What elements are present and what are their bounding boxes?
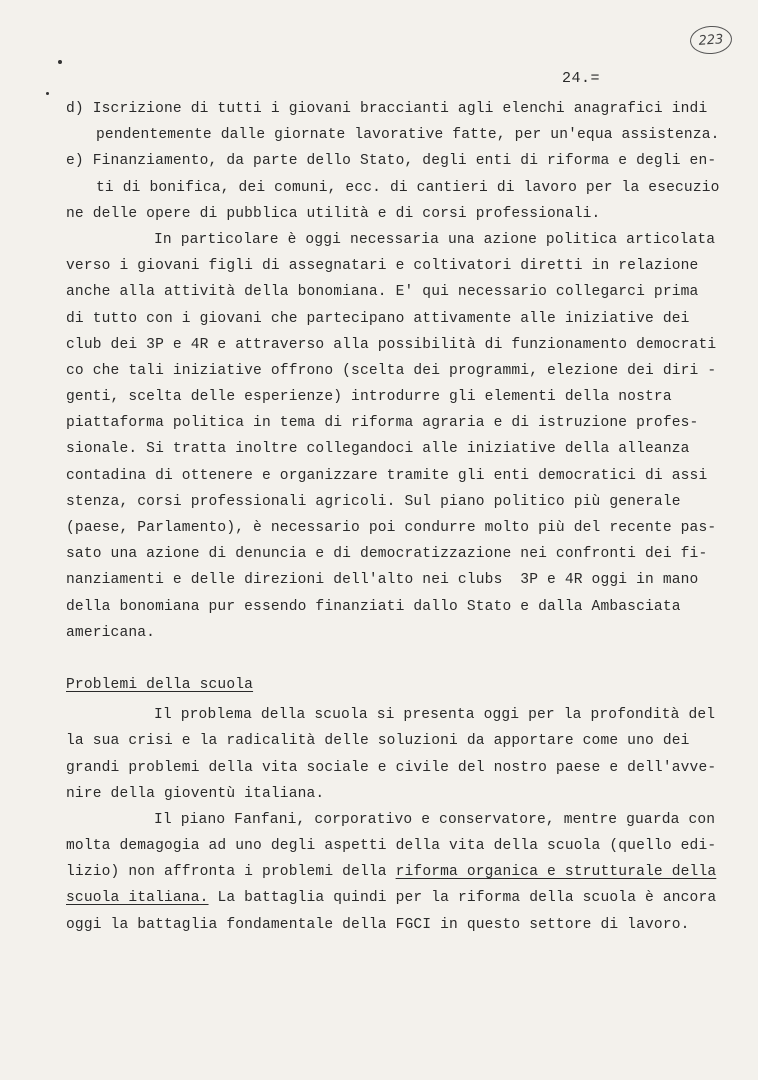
- text-line: Il problema della scuola si presenta oggi per la profondità del: [154, 707, 716, 724]
- text-line: e) Finanziamento, da parte dello Stato, degli enti di riforma e degli en-: [66, 153, 717, 170]
- text-line-with-underline: [66, 859, 726, 885]
- text-line: In particolare è oggi necessaria una azione politica articolata: [154, 231, 716, 248]
- text-line: anche alla attività della bonomiana. E' qui necessario collegarci prima: [66, 284, 699, 301]
- punch-mark: [58, 60, 62, 64]
- document-body: [66, 96, 726, 938]
- text-line: co che tali iniziative offrono (scelta dei programmi, elezione dei diri -: [66, 362, 717, 379]
- text-line: contadina di ottenere e organizzare tramite gli enti democratici di assi: [66, 467, 708, 484]
- text-line: nanziamenti e delle direzioni dell'alto nei clubs 3P e 4R oggi in mano: [66, 572, 699, 589]
- section-heading: Problemi della scuola: [66, 676, 254, 693]
- text-line: la sua crisi e la radicalità delle soluzioni da apportare come uno dei: [66, 733, 690, 750]
- text-line: nire della gioventù italiana.: [66, 785, 325, 802]
- text-line: di tutto con i giovani che partecipano attivamente alle iniziative dei: [66, 310, 690, 327]
- underlined-phrase: scuola italiana.: [66, 890, 209, 907]
- text-segment: lizio) non affronta i problemi della: [66, 864, 396, 881]
- text-line: molta demagogia ad uno degli aspetti della vita della scuola (quello edi-: [66, 838, 717, 855]
- text-line: grandi problemi della vita sociale e civile del nostro paese e dell'avve-: [66, 759, 717, 776]
- text-line: ne delle opere di pubblica utilità e di corsi professionali.: [66, 205, 601, 222]
- archive-stamp: 223: [689, 25, 733, 56]
- text-line: ti di bonifica, dei comuni, ecc. di cantieri di lavoro per la esecuzio: [96, 179, 720, 196]
- text-segment: La battaglia quindi per la riforma della scuola è ancora: [208, 890, 717, 907]
- text-line: pendentemente dalle giornate lavorative fatte, per un'equa assistenza.: [96, 127, 720, 144]
- text-line-with-underline: [66, 885, 726, 911]
- text-line: club dei 3P e 4R e attraverso alla possibilità di funzionamento democrati: [66, 336, 717, 353]
- text-line: oggi la battaglia fondamentale della FGCI in questo settore di lavoro.: [66, 916, 690, 933]
- text-line: verso i giovani figli di assegnatari e coltivatori diretti in relazione: [66, 258, 699, 275]
- text-line: sato una azione di denuncia e di democratizzazione nei confronti dei fi-: [66, 546, 708, 563]
- text-line: Il piano Fanfani, corporativo e conservatore, mentre guarda con: [154, 811, 716, 828]
- text-line: americana.: [66, 624, 156, 641]
- text-line: genti, scelta delle esperienze) introdurre gli elementi della nostra: [66, 389, 672, 406]
- page-number: 24.=: [562, 70, 601, 87]
- text-line: piattaforma politica in tema di riforma agraria e di istruzione profes-: [66, 415, 699, 432]
- text-line: stenza, corsi professionali agricoli. Sul piano politico più generale: [66, 493, 681, 510]
- punch-mark: [46, 92, 49, 95]
- text-line: della bonomiana pur essendo finanziati dallo Stato e dalla Ambasciata: [66, 598, 681, 615]
- text-line: sionale. Si tratta inoltre collegandoci alle iniziative della alleanza: [66, 441, 690, 458]
- text-line: d) Iscrizione di tutti i giovani braccianti agli elenchi anagrafici indi: [66, 101, 708, 117]
- text-line: (paese, Parlamento), è necessario poi condurre molto più del recente pas-: [66, 520, 717, 536]
- underlined-phrase: riforma organica e strutturale della: [395, 864, 717, 881]
